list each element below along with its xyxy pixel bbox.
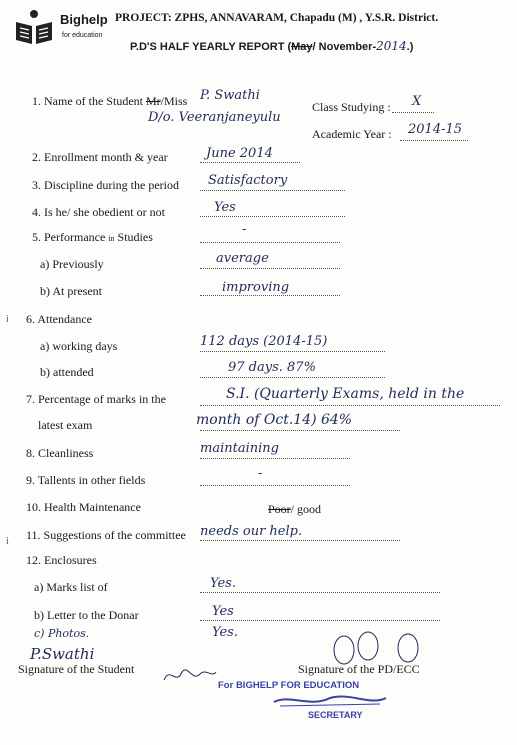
brand-tagline: for education (62, 32, 103, 39)
margin-mark: i (6, 314, 9, 325)
cleanliness-label: 8. Cleanliness (26, 446, 94, 460)
talents-value: - (258, 466, 263, 481)
class-value: X (412, 94, 422, 109)
student-name-value: P. Swathi (200, 88, 260, 103)
previously-value: average (216, 251, 269, 266)
report-title: P.D'S HALF YEARLY REPORT (May/ November-2014.) (130, 39, 414, 53)
pd-signature-label: Signature of the PD/ECC (298, 662, 420, 676)
health-label: 10. Health Maintenance (26, 500, 141, 514)
at-present-value: improving (222, 280, 290, 295)
attended-value: 97 days. 87% (228, 360, 316, 375)
previously-label: a) Previously (40, 257, 104, 271)
letter-value: Yes (212, 604, 234, 619)
academic-year-label: Academic Year : (312, 127, 392, 141)
discipline-label: 3. Discipline during the period (32, 178, 179, 192)
health-value: Poor/ good (268, 502, 322, 516)
performance-value: - (242, 222, 247, 237)
brand-name: Bighelp (60, 12, 108, 27)
pd-signature-scribble-icon (330, 628, 430, 678)
at-present-label: b) At present (40, 284, 102, 298)
attended-label: b) attended (40, 365, 94, 379)
discipline-value: Satisfactory (208, 173, 288, 188)
bighelp-logo (12, 8, 56, 48)
letter-label: b) Letter to the Donar (34, 608, 139, 622)
talents-label: 9. Tallents in other fields (26, 473, 146, 487)
handwritten-signature-icon (160, 660, 220, 690)
working-days-label: a) working days (40, 339, 118, 353)
stamp-line2: SECRETARY (308, 710, 363, 720)
parent-name-value: D/o. Veeranjaneyulu (148, 110, 281, 125)
enclosures-label: 12. Enclosures (26, 553, 97, 567)
academic-year-value: 2014-15 (408, 122, 463, 137)
obedient-value: Yes (214, 200, 236, 215)
enrollment-label: 2. Enrollment month & year (32, 150, 168, 164)
photos-label: c) Photos. (34, 627, 90, 640)
working-days-value: 112 days (2014-15) (200, 334, 328, 349)
marks-list-label: a) Marks list of (34, 580, 108, 594)
stamp-signature-icon (270, 690, 390, 712)
enrollment-value: June 2014 (206, 146, 273, 161)
performance-label: 5. Performance in Studies (32, 230, 153, 244)
suggestions-label: 11. Suggestions of the committee (26, 528, 186, 542)
student-signature-label: Signature of the Student (18, 662, 135, 676)
margin-mark: i (6, 536, 9, 547)
student-signature: P.Swathi (30, 645, 95, 663)
marks-value-line2: month of Oct.14) 64% (196, 412, 353, 428)
obedient-label: 4. Is he/ she obedient or not (32, 205, 165, 219)
attendance-label: 6. Attendance (26, 312, 92, 326)
stamp-line1: For BIGHELP FOR EDUCATION (218, 680, 360, 691)
marks-value: S.I. (Quarterly Exams, held in the (226, 386, 465, 402)
project-header: PROJECT: ZPHS, ANNAVARAM, Chapadu (M) , Y.S.R. District. (115, 12, 439, 24)
name-label: 1. Name of the Student Mr/Miss (32, 94, 188, 108)
photos-value: Yes. (212, 625, 238, 640)
latest-exam-label: latest exam (38, 418, 93, 432)
marks-percentage-label: 7. Percentage of marks in the (26, 392, 166, 406)
class-label: Class Studying : (312, 100, 391, 114)
cleanliness-value: maintaining (200, 441, 279, 456)
suggestions-value: needs our help. (200, 524, 303, 539)
marks-list-value: Yes. (210, 576, 236, 591)
